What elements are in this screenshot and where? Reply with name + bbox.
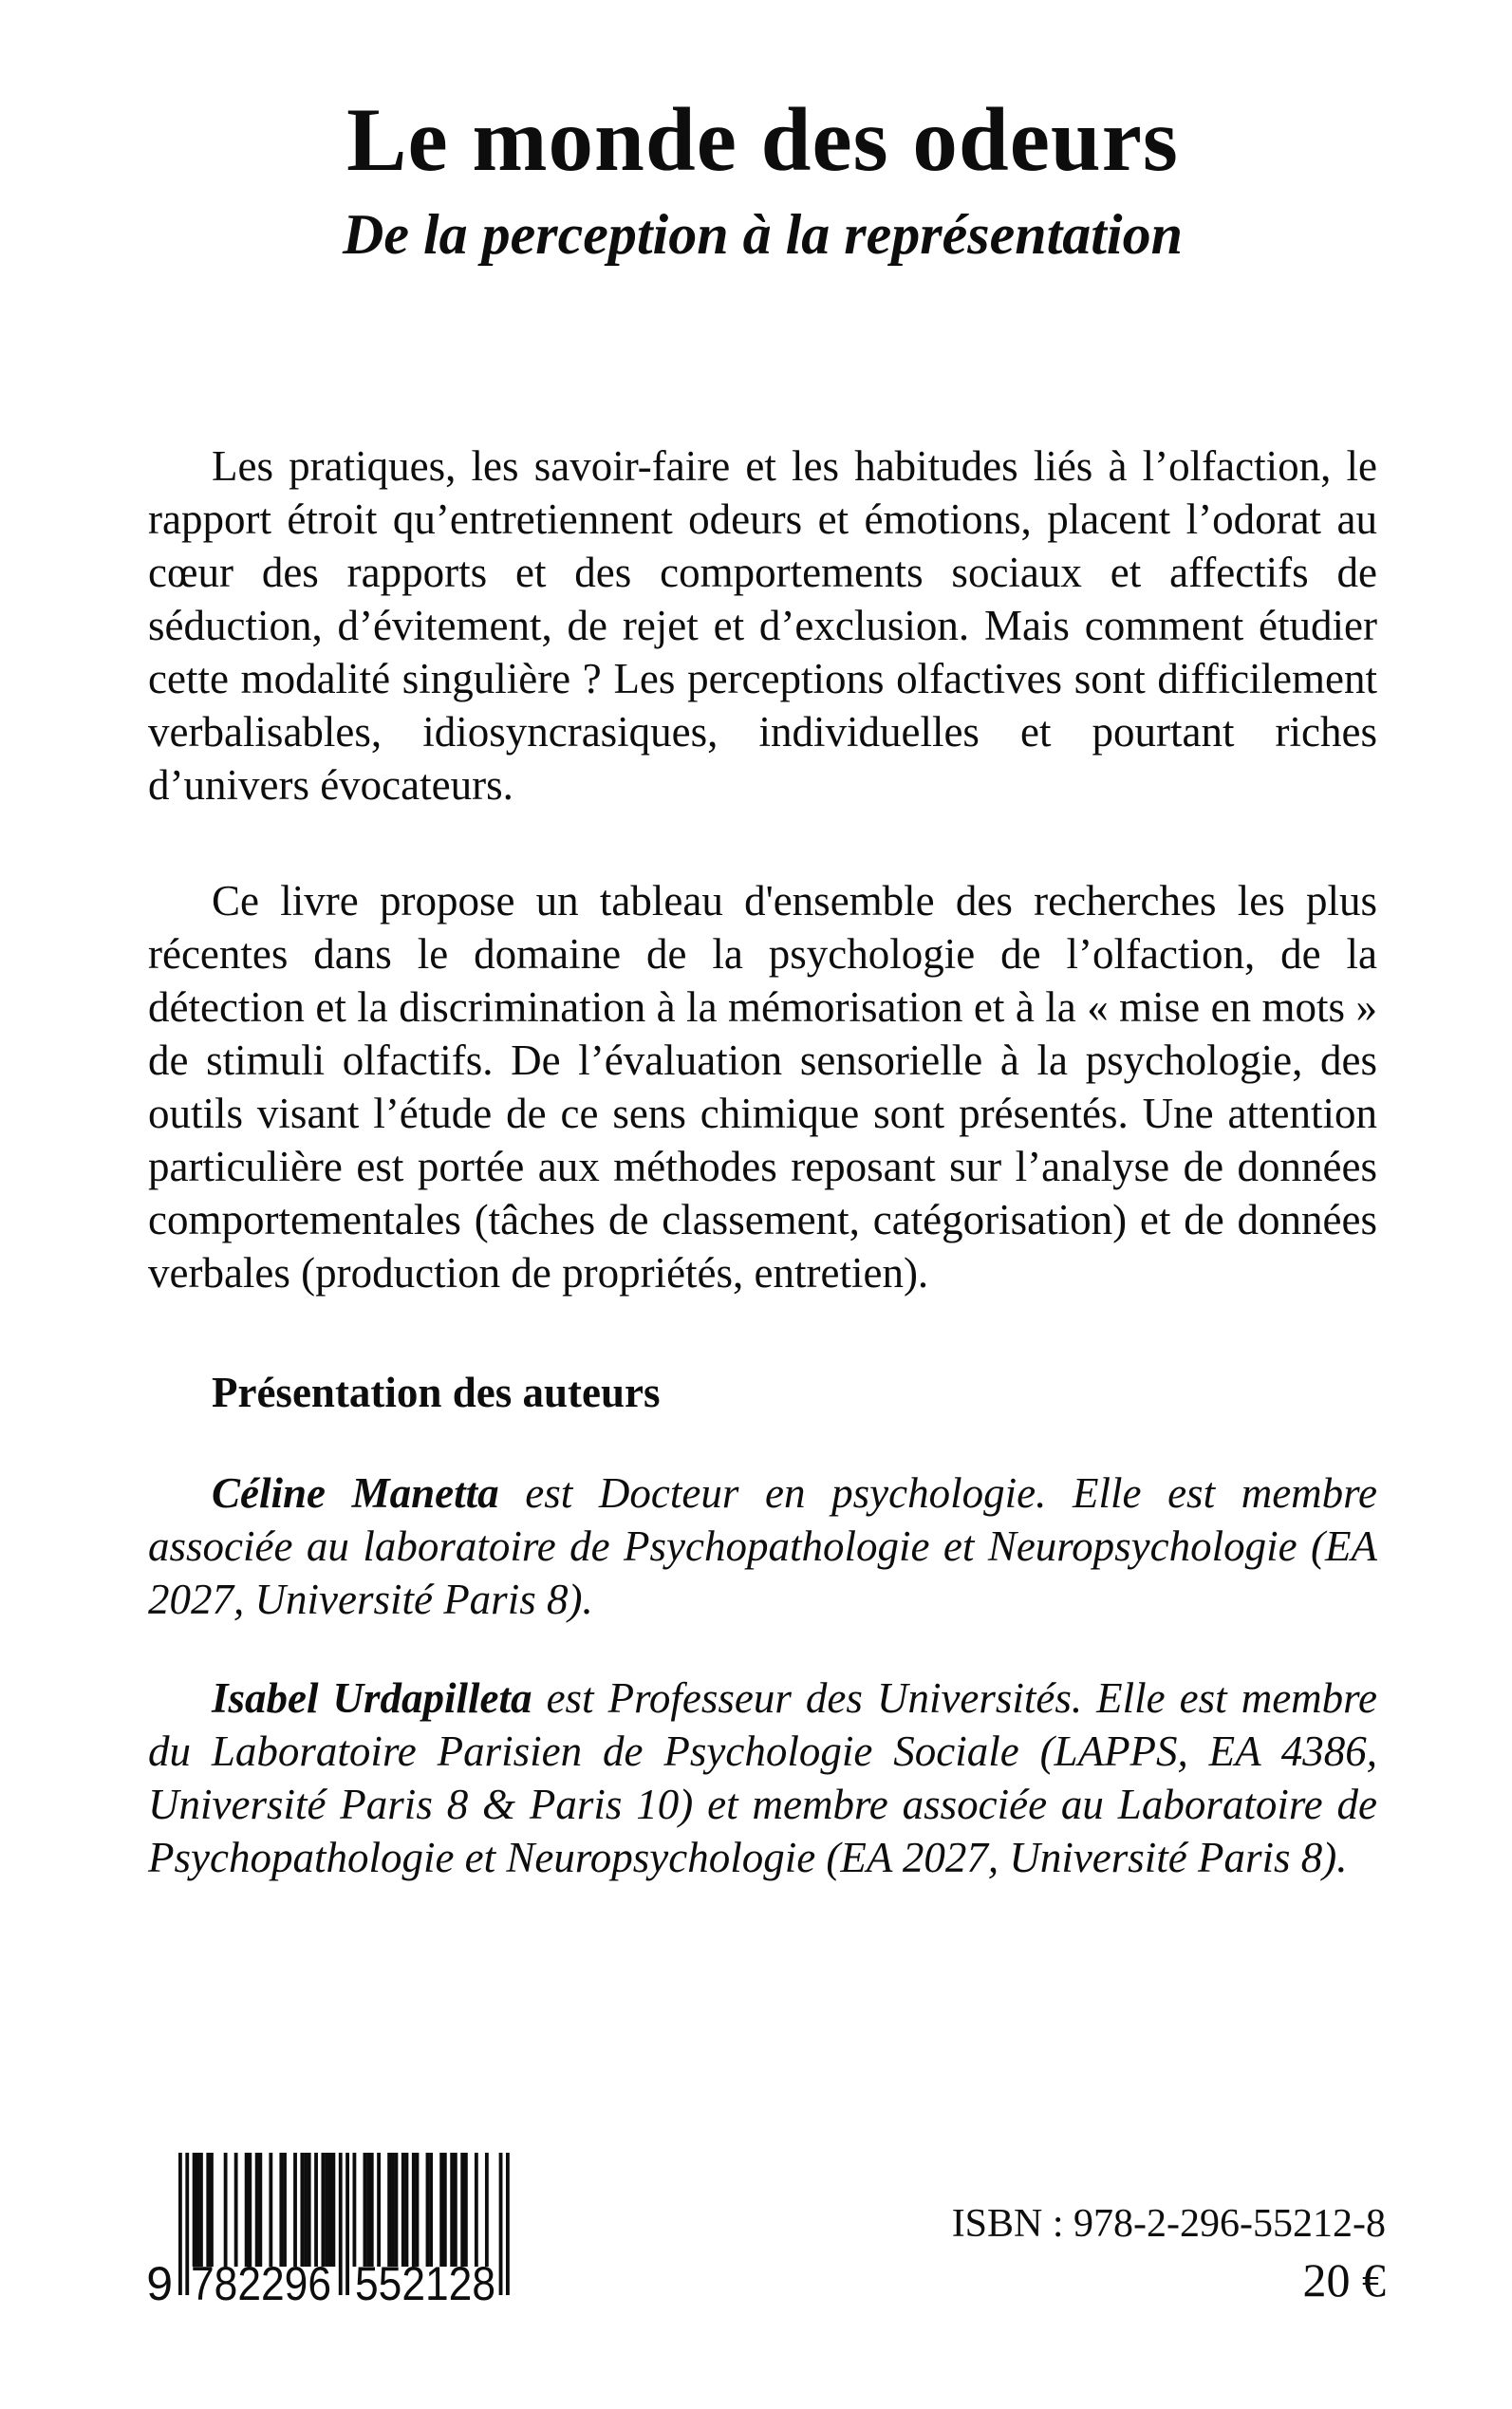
- author-bio-isabel-urdapilleta: [148, 1671, 1377, 1884]
- barcode-digit-left: 9: [146, 2257, 173, 2306]
- author-name: Céline Manetta: [212, 1468, 499, 1517]
- authors-section-heading: Présentation des auteurs: [212, 1368, 661, 1416]
- synopsis-paragraph-2: Ce livre propose un tableau d'ensemble des recherches les plus récentes dans le domaine de la psychologie de l’olfaction, de la détection et la discrimination à la mémorisation et à la « mise en mots » de stimuli olfactifs. De l’évaluation sensorielle à la psychologie, des outils visant l’étude de ce sens chimique sont présentés. Une attention particulière est portée aux méthodes reposant sur l’analyse de données comportementales (tâches de classement, catégorisation) et de données verbales (production de propriétés, entretien).: [148, 876, 1377, 1297]
- barcode-svg: [135, 2153, 514, 2306]
- text-block: [148, 0, 1377, 1930]
- author-bio-text: est Docteur en psychologie. Elle est membre associée au laboratoire de Psychopathologie et Neuropsychologie (EA 2027, Université Paris 8).: [148, 1468, 1377, 1623]
- price-label: 20 €: [1302, 2253, 1386, 2306]
- book-subtitle: De la perception à la représentation: [343, 202, 1183, 266]
- barcode-digits-group2: 552128: [355, 2257, 495, 2306]
- barcode-digits-group1: 782296: [191, 2257, 331, 2306]
- author-name: Isabel Urdapilleta: [212, 1673, 532, 1722]
- isbn-label: ISBN : 978-2-296-55212-8: [951, 2202, 1386, 2246]
- author-bio-text: est Professeur des Universités. Elle est membre du Laboratoire Parisien de Psychologie Sociale (LAPPS, EA 4386, Université Paris 8 & Paris 10) et membre associée au Laboratoire de Psychopathologie et Neuropsychologie (EA 2027, Université Paris 8).: [148, 1673, 1377, 1881]
- book-title: Le monde des odeurs: [346, 89, 1179, 190]
- author-bio-celine-manetta: [148, 1466, 1377, 1626]
- ean13-barcode: [135, 2153, 514, 2306]
- synopsis-paragraph-1: Les pratiques, les savoir-faire et les habitudes liés à l’olfaction, le rapport étroit qu’entretiennent odeurs et émotions, placent l’odorat au cœur des rapports et des comportements sociaux et affectifs de séduction, d’évitement, de rejet et d’exclusion. Mais comment étudier cette modalité singulière ? Les perceptions olfactives sont difficilement verbalisables, idiosyncrasiques, individuelles et pourtant riches d’univers évocateurs.: [148, 441, 1377, 809]
